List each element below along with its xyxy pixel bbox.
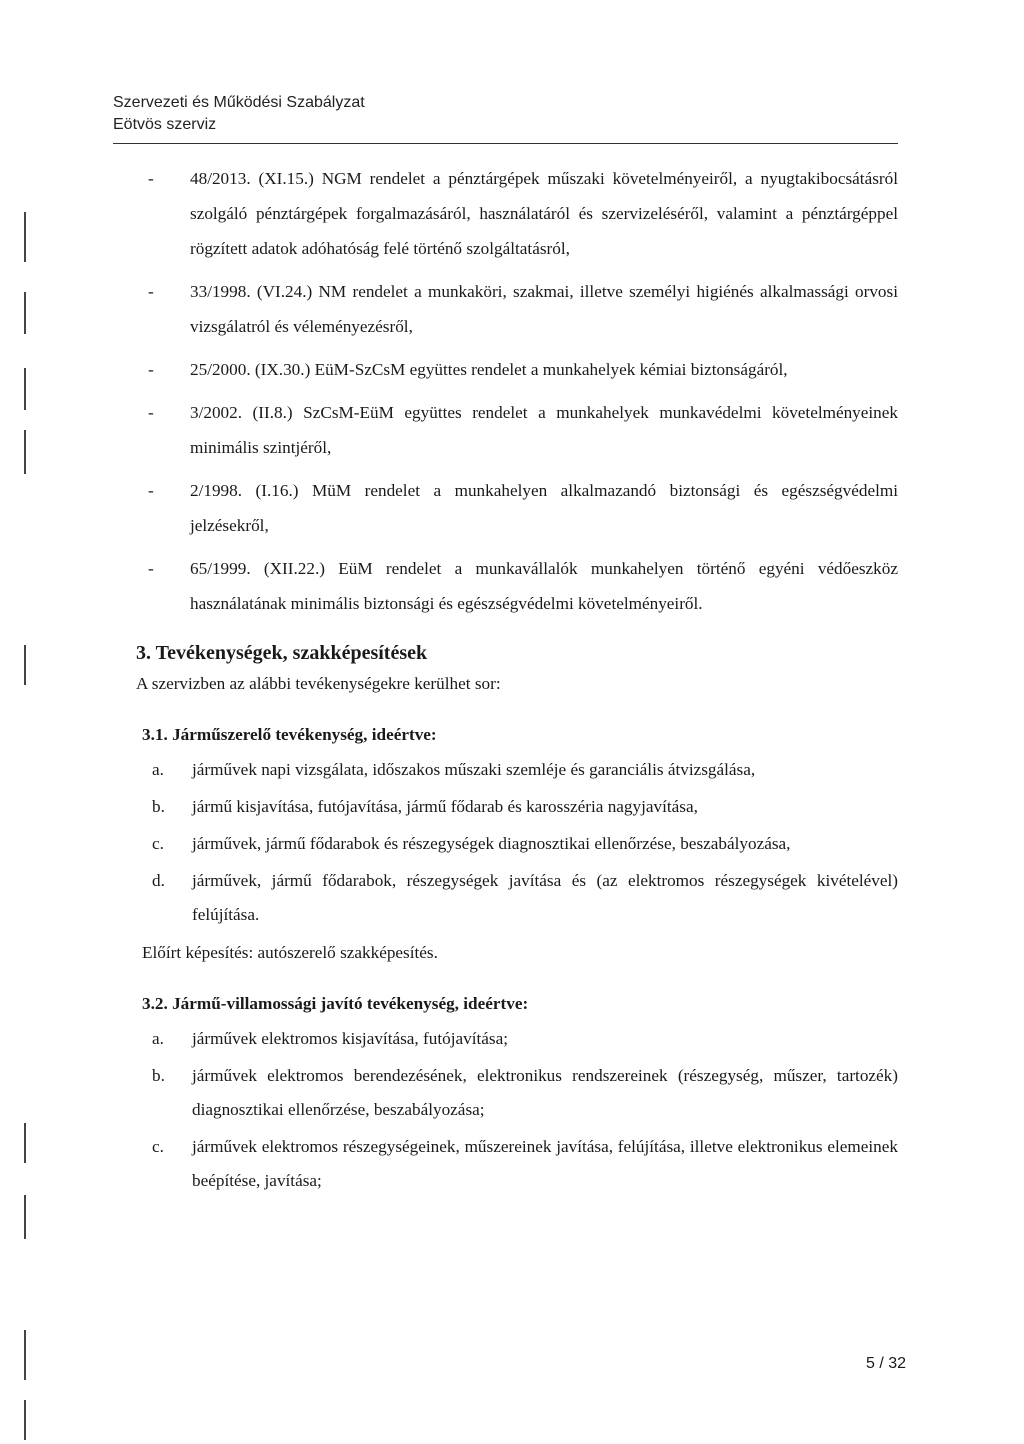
activity-item [152, 1022, 898, 1056]
document-body [136, 161, 898, 1201]
page-number: 5 / 32 [865, 1355, 906, 1372]
item-letter: a. [152, 1029, 164, 1048]
margin-mark [24, 292, 26, 334]
margin-mark [24, 368, 26, 410]
law-text: 2/1998. (I.16.) MüM rendelet a munkahelyen alkalmazandó biztonsági és egészségvédelmi jelzésekről, [190, 481, 898, 535]
margin-mark [24, 1400, 26, 1440]
header-divider [113, 143, 898, 144]
law-list-item [148, 352, 898, 387]
item-text: járművek elektromos kisjavítása, futójavítása; [192, 1029, 508, 1048]
required-qualification: Előírt képesítés: autószerelő szakképesítés. [142, 943, 438, 962]
law-text: 3/2002. (II.8.) SzCsM-EüM együttes rendelet a munkahelyek munkavédelmi követelményeinek minimális szintjéről, [190, 403, 898, 457]
law-text: 48/2013. (XI.15.) NGM rendelet a pénztárgépek műszaki követelményeiről, a nyugtakibocsátásról szolgáló pénztárgépek forgalmazásáról, használatáról és szervizeléséről, valamint a pénztárgéppel rögzített adatok adóhatóság felé történő szolgáltatásról, [190, 169, 898, 258]
activity-item [152, 753, 898, 787]
list-dash: - [148, 559, 154, 578]
item-letter: b. [152, 1066, 165, 1085]
law-list-item [148, 274, 898, 344]
item-letter: c. [152, 834, 164, 853]
list-dash: - [148, 481, 154, 500]
subsection-heading: 3.1. Járműszerelő tevékenység, ideértve: [142, 725, 437, 744]
law-list-item [148, 395, 898, 465]
item-text: járművek napi vizsgálata, időszakos műszaki szemléje és garanciális átvizsgálása, [192, 760, 756, 779]
law-text: 65/1999. (XII.22.) EüM rendelet a munkavállalók munkahelyen történő egyéni védőeszköz használatának minimális biztonsági és egészségvédelmi követelményeiről. [190, 559, 898, 613]
item-text: járművek, jármű fődarabok, részegységek javítása és (az elektromos részegységek kivételével) felújítása. [192, 871, 898, 924]
list-dash: - [148, 169, 154, 188]
list-dash: - [148, 360, 154, 379]
item-letter: b. [152, 797, 165, 816]
activity-item [152, 1059, 898, 1127]
section-intro: A szervizben az alábbi tevékenységekre kerülhet sor: [136, 674, 501, 693]
margin-mark [24, 212, 26, 262]
item-letter: a. [152, 760, 164, 779]
item-letter: c. [152, 1137, 164, 1156]
item-text: járművek elektromos részegységeinek, műszereinek javítása, felújítása, illetve elektronikus elemeinek beépítése, javítása; [192, 1137, 898, 1190]
activity-item [152, 790, 898, 824]
list-dash: - [148, 403, 154, 422]
item-text: jármű kisjavítása, futójavítása, jármű fődarab és karosszéria nagyjavítása, [192, 797, 698, 816]
page-header [113, 92, 898, 136]
margin-mark [24, 1123, 26, 1163]
margin-mark [24, 1195, 26, 1239]
section-heading: 3. Tevékenységek, szakképesítések [136, 642, 428, 664]
subsection-heading: 3.2. Jármű-villamossági javító tevékenység, ideértve: [142, 994, 529, 1013]
margin-mark [24, 1330, 26, 1380]
law-list-item [148, 551, 898, 621]
activity-item [152, 827, 898, 861]
header-title: Szervezeti és Működési Szabályzat [113, 94, 365, 111]
law-text: 25/2000. (IX.30.) EüM-SzCsM együttes rendelet a munkahelyek kémiai biztonságáról, [190, 360, 788, 379]
margin-mark [24, 430, 26, 474]
item-letter: d. [152, 871, 165, 890]
law-list-item [148, 161, 898, 266]
margin-mark [24, 645, 26, 685]
list-dash: - [148, 282, 154, 301]
item-text: járművek elektromos berendezésének, elektronikus rendszereinek (részegység, műszer, tartozék) diagnosztikai ellenőrzése, beszabályozása; [192, 1066, 898, 1119]
law-text: 33/1998. (VI.24.) NM rendelet a munkaköri, szakmai, illetve személyi higiénés alkalmassági orvosi vizsgálatról és véleményezésről, [190, 282, 898, 336]
item-text: járművek, jármű fődarabok és részegységek diagnosztikai ellenőrzése, beszabályozása, [192, 834, 791, 853]
header-subtitle: Eötvös szerviz [113, 116, 217, 133]
law-list-item [148, 473, 898, 543]
activity-item [152, 1130, 898, 1198]
activity-item [152, 864, 898, 932]
